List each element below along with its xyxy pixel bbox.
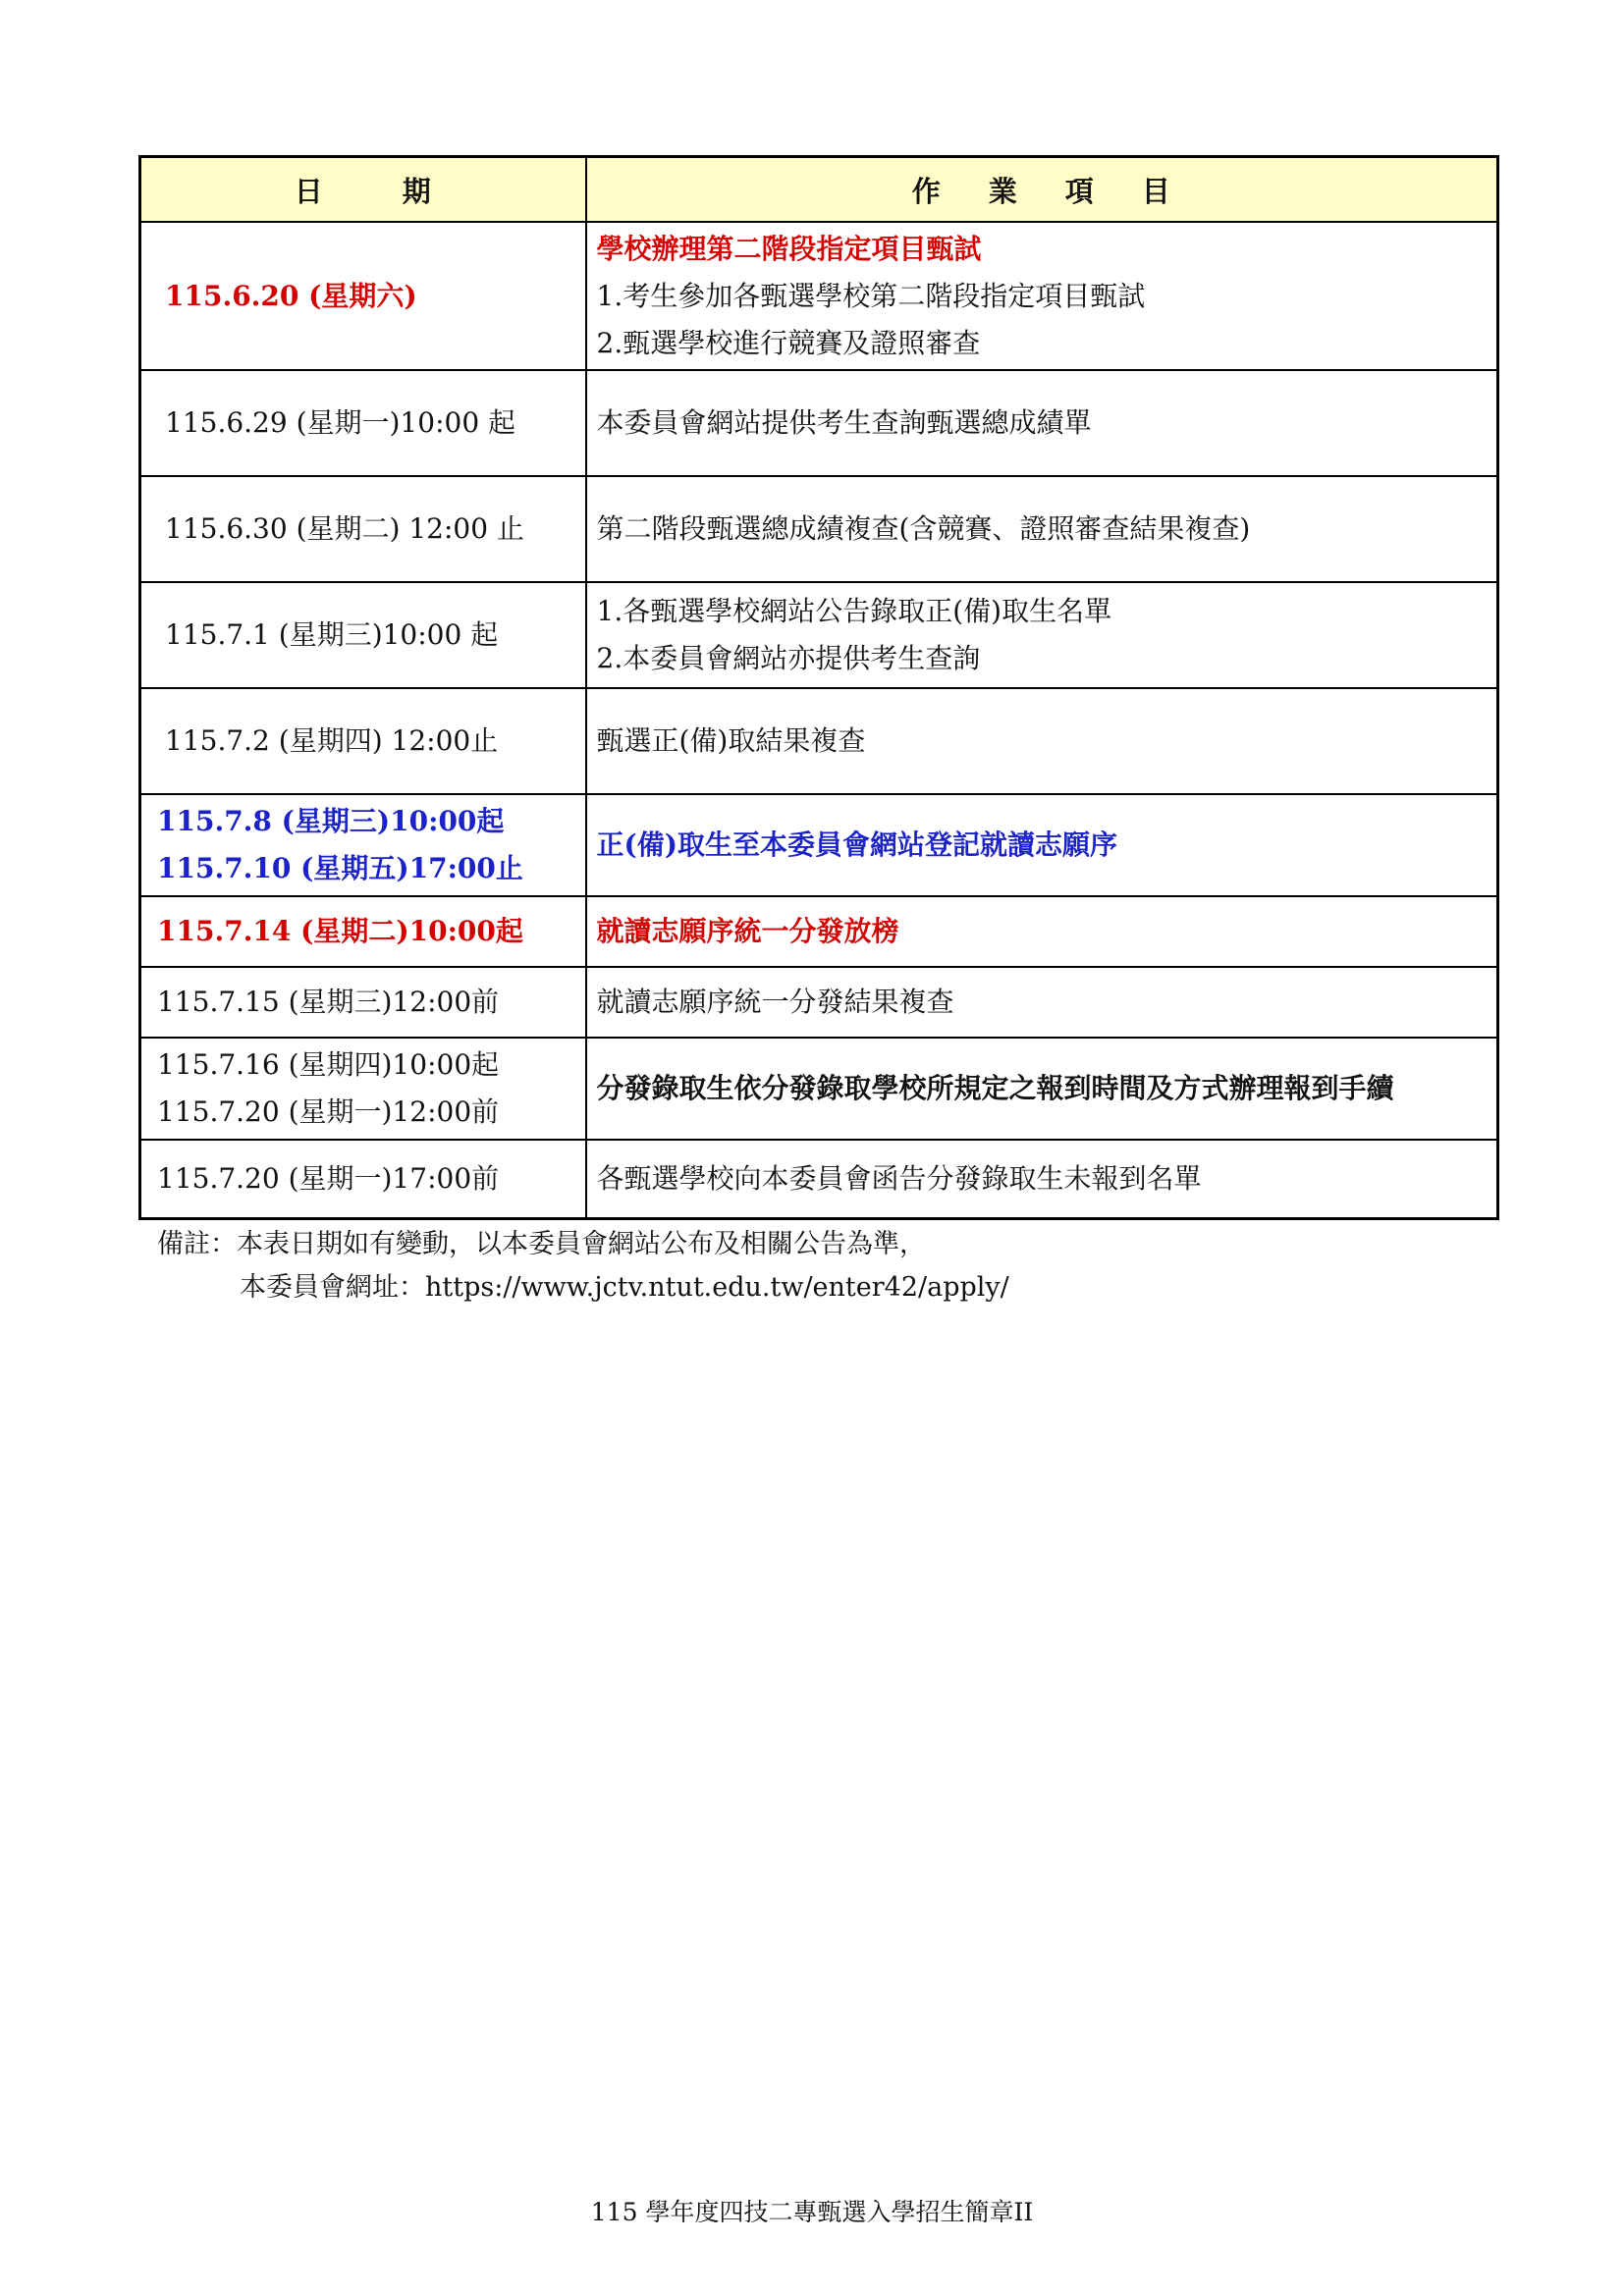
header-task-char: 業: [988, 174, 1018, 208]
header-task: [586, 157, 1498, 223]
task-cell: [586, 1140, 1498, 1218]
task-cell: [586, 688, 1498, 794]
task-cell: [586, 370, 1498, 476]
table-row: [140, 476, 1498, 582]
task-title: 學校辦理第二階段指定項目甄試: [596, 232, 982, 265]
date-text: 115.6.20 (星期六): [165, 279, 417, 312]
task-cell: [586, 794, 1498, 896]
header-date-char: 期: [402, 174, 432, 208]
table-row: [140, 896, 1498, 967]
date-cell: [140, 794, 586, 896]
date-cell: [140, 1038, 586, 1140]
table-row: [140, 1140, 1498, 1218]
task-text: 1.各甄選學校網站公告錄取正(備)取生名單: [596, 595, 1112, 627]
task-cell: [586, 896, 1498, 967]
task-text: 1.考生參加各甄選學校第二階段指定項目甄試: [596, 279, 1146, 312]
task-text: 分發錄取生依分發錄取學校所規定之報到時間及方式辦理報到手續: [596, 1072, 1394, 1104]
task-text: 各甄選學校向本委員會函告分發錄取生未報到名單: [596, 1161, 1202, 1195]
table-row: [140, 582, 1498, 688]
date-text: 115.7.16 (星期四)10:00起: [157, 1048, 500, 1081]
task-cell: [586, 222, 1498, 370]
date-cell: [140, 896, 586, 967]
task-cell: [586, 967, 1498, 1038]
task-cell: [586, 582, 1498, 688]
date-text: 115.7.20 (星期一)12:00前: [157, 1095, 500, 1128]
header-date: [140, 157, 586, 223]
page-footer: 115 學年度四技二專甄選入學招生簡章II: [590, 2198, 1034, 2226]
date-text: 115.6.29 (星期一)10:00 起: [165, 406, 516, 439]
date-text: 115.6.30 (星期二) 12:00 止: [165, 512, 524, 545]
date-text: 115.7.14 (星期二)10:00起: [157, 915, 523, 947]
table-header-row: [140, 157, 1498, 223]
schedule-table: [138, 155, 1499, 1220]
date-cell: [140, 967, 586, 1038]
task-cell: [586, 476, 1498, 582]
date-cell: [140, 688, 586, 794]
table-row: [140, 688, 1498, 794]
date-cell: [140, 370, 586, 476]
header-date-char: 日: [294, 174, 324, 208]
website-note: 本委員會網址：https://www.jctv.ntut.edu.tw/enter42/apply/: [240, 1272, 1009, 1303]
date-cell: [140, 1140, 586, 1218]
task-text: 2.甄選學校進行競賽及證照審查: [596, 326, 981, 359]
header-task-char: 作: [911, 174, 942, 208]
header-task-char: 項: [1064, 174, 1095, 208]
task-text: 就讀志願序統一分發放榜: [596, 915, 899, 947]
table-row: [140, 967, 1498, 1038]
table-row: [140, 222, 1498, 370]
date-cell: [140, 476, 586, 582]
table-row: [140, 794, 1498, 896]
task-text: 本委員會網站提供考生查詢甄選總成績單: [596, 406, 1092, 439]
remark-note: 備註：本表日期如有變動，以本委員會網站公布及相關公告為準，: [157, 1229, 926, 1259]
task-cell: [586, 1038, 1498, 1140]
task-text: 就讀志願序統一分發結果複查: [596, 986, 954, 1018]
date-cell: [140, 582, 586, 688]
table-row: [140, 370, 1498, 476]
table-row: [140, 1038, 1498, 1140]
date-text: 115.7.10 (星期五)17:00止: [157, 852, 523, 884]
date-text: 115.7.8 (星期三)10:00起: [157, 805, 505, 837]
task-text: 2.本委員會網站亦提供考生查詢: [596, 642, 981, 674]
date-text: 115.7.15 (星期三)12:00前: [157, 986, 500, 1018]
date-cell: [140, 222, 586, 370]
date-text: 115.7.1 (星期三)10:00 起: [165, 618, 499, 651]
header-task-char: 目: [1141, 174, 1171, 208]
task-text: 第二階段甄選總成績複查(含競賽、證照審查結果複查): [596, 512, 1251, 545]
date-text: 115.7.20 (星期一)17:00前: [157, 1161, 500, 1195]
task-text: 甄選正(備)取結果複查: [596, 724, 866, 757]
date-text: 115.7.2 (星期四) 12:00止: [165, 724, 499, 757]
task-text: 正(備)取生至本委員會網站登記就讀志願序: [596, 828, 1117, 861]
